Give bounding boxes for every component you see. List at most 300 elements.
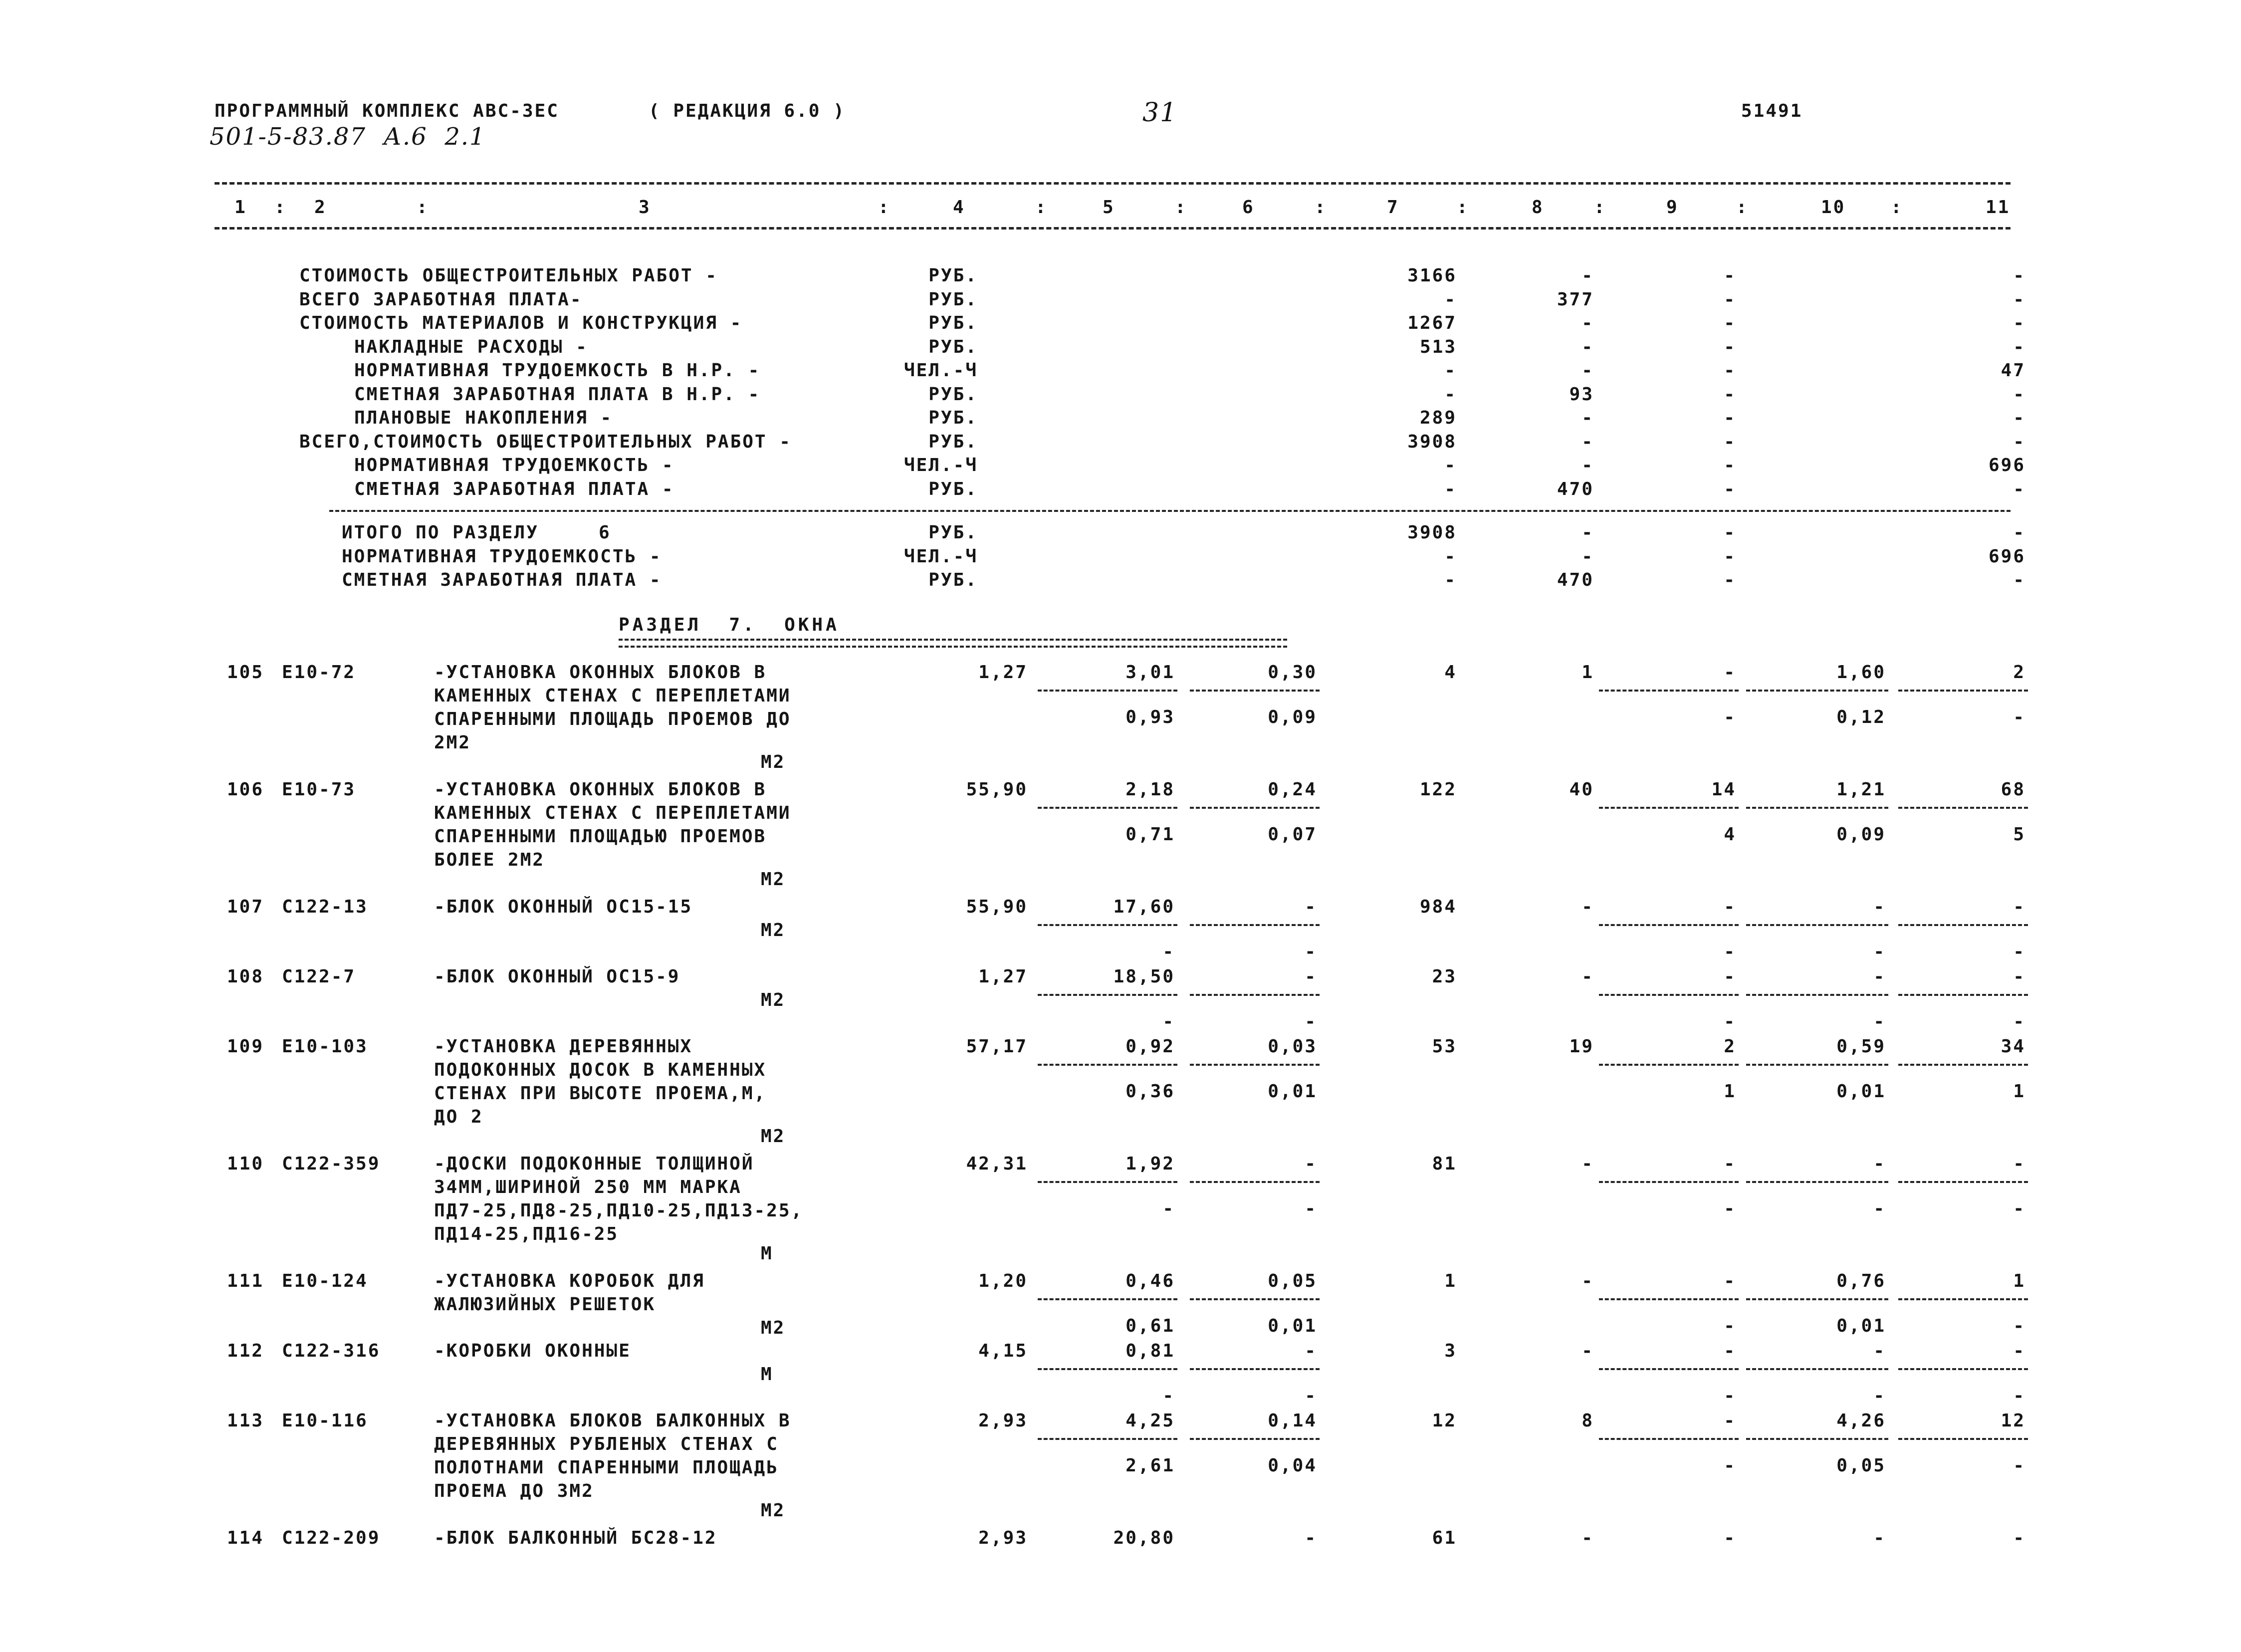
- item-rule-col10: [1746, 1298, 1888, 1300]
- item-col9: -: [1724, 1154, 1736, 1174]
- item-col10: 0,59: [1836, 1036, 1886, 1057]
- summary-unit: РУБ.: [928, 408, 978, 428]
- item-col11: 2: [2013, 662, 2025, 683]
- item-rule-col5: [1038, 924, 1177, 926]
- summary-unit: РУБ.: [928, 431, 978, 452]
- item-description-line: СТЕНАХ ПРИ ВЫСОТЕ ПРОЕМА,М,: [434, 1083, 767, 1104]
- item-rule-col9: [1599, 994, 1739, 996]
- total-unit: РУБ.: [928, 570, 978, 590]
- summary-col9: -: [1724, 360, 1736, 381]
- item-col5: 0,81: [1125, 1341, 1175, 1361]
- total-unit: ЧЕЛ.-Ч: [903, 546, 978, 567]
- item-rule-col6: [1190, 690, 1320, 692]
- item-col6: 0,14: [1268, 1411, 1317, 1431]
- item-description-line: КАМЕННЫХ СТЕНАХ С ПЕРЕПЛЕТАМИ: [434, 686, 791, 706]
- item-col6: 0,03: [1268, 1036, 1317, 1057]
- item-col10-sub: -: [1873, 1198, 1886, 1219]
- section-underline: [619, 639, 1287, 648]
- column-separator: :: [1594, 197, 1606, 218]
- item-col8: 8: [1581, 1411, 1594, 1431]
- item-col6: 0,30: [1268, 662, 1317, 683]
- summary-col9: -: [1724, 289, 1736, 310]
- item-quantity: 4,15: [978, 1341, 1028, 1361]
- item-col5-sub: -: [1162, 1386, 1175, 1406]
- item-quantity: 2,93: [978, 1528, 1028, 1548]
- item-rule-col11: [1898, 1298, 2028, 1300]
- item-description-line: -БЛОК ОКОННЫЙ ОС15-9: [434, 966, 680, 987]
- item-rule-col11: [1898, 1064, 2028, 1066]
- item-col5-sub: 0,36: [1125, 1081, 1175, 1102]
- item-col10-sub: -: [1873, 942, 1886, 962]
- item-number: 105: [227, 662, 264, 683]
- item-col10: -: [1873, 897, 1886, 917]
- item-rule-col11: [1898, 924, 2028, 926]
- item-col8: 40: [1569, 779, 1594, 800]
- total-col7: -: [1444, 546, 1457, 567]
- column-header-7: 7: [1387, 197, 1399, 218]
- column-header-11: 11: [1986, 197, 2011, 218]
- item-code: Е10-73: [282, 779, 356, 800]
- item-description-line: ДО 2: [434, 1107, 483, 1127]
- total-unit: РУБ.: [928, 522, 978, 543]
- item-quantity: 1,27: [978, 662, 1028, 683]
- item-col10: -: [1873, 1528, 1886, 1548]
- item-col7: 1: [1444, 1271, 1457, 1291]
- summary-unit: РУБ.: [928, 313, 978, 333]
- item-description-line: -БЛОК БАЛКОННЫЙ БС28-12: [434, 1528, 717, 1548]
- summary-label: НОРМАТИВНАЯ ТРУДОЕМКОСТЬ -: [354, 455, 674, 475]
- summary-col9: -: [1724, 478, 1736, 499]
- column-separator: :: [1315, 197, 1327, 218]
- item-description-line: ПОДОКОННЫХ ДОСОК В КАМЕННЫХ: [434, 1060, 767, 1080]
- summary-label: СМЕТНАЯ ЗАРАБОТНАЯ ПЛАТА В Н.Р. -: [354, 384, 761, 405]
- summary-col9: -: [1724, 408, 1736, 428]
- item-col6: -: [1305, 1154, 1317, 1174]
- total-col11: 696: [1988, 546, 2025, 567]
- summary-col8: -: [1581, 431, 1594, 452]
- summary-col11: -: [2013, 408, 2025, 428]
- item-col6-sub: -: [1305, 1386, 1317, 1406]
- item-col10-sub: 0,05: [1836, 1455, 1886, 1476]
- item-col11-sub: -: [2013, 1455, 2025, 1476]
- item-col5-sub: -: [1162, 1011, 1175, 1032]
- item-col5: 0,46: [1125, 1271, 1175, 1291]
- column-separator: :: [1175, 197, 1187, 218]
- item-description-line: ЖАЛЮЗИЙНЫХ РЕШЕТОК: [434, 1294, 656, 1315]
- item-code: С122-209: [282, 1528, 381, 1548]
- summary-col9: -: [1724, 336, 1736, 357]
- item-rule-col6: [1190, 924, 1320, 926]
- item-quantity: 1,27: [978, 966, 1028, 987]
- item-col9: 2: [1724, 1036, 1736, 1057]
- item-col9: -: [1724, 1411, 1736, 1431]
- item-description-line: -УСТАНОВКА ОКОННЫХ БЛОКОВ В: [434, 662, 767, 683]
- summary-col8: -: [1581, 265, 1594, 286]
- program-edition: ( РЕДАКЦИЯ 6.0 ): [649, 101, 846, 121]
- item-col9: -: [1724, 897, 1736, 917]
- item-col6-sub: -: [1305, 1011, 1317, 1032]
- item-number: 106: [227, 779, 264, 800]
- item-quantity: 55,90: [966, 779, 1028, 800]
- item-col10-sub: -: [1873, 1011, 1886, 1032]
- item-col11-sub: -: [2013, 1386, 2025, 1406]
- summary-col7: 289: [1419, 408, 1457, 428]
- item-number: 114: [227, 1528, 264, 1548]
- total-label: ИТОГО ПО РАЗДЕЛУ: [342, 522, 539, 543]
- item-col11: 34: [2001, 1036, 2025, 1057]
- item-rule-col11: [1898, 1438, 2028, 1440]
- item-rule-col10: [1746, 994, 1888, 996]
- summary-col9: -: [1724, 384, 1736, 405]
- item-number: 113: [227, 1411, 264, 1431]
- item-rule-col9: [1599, 1438, 1739, 1440]
- item-rule-col10: [1746, 1368, 1888, 1370]
- item-rule-col10: [1746, 924, 1888, 926]
- item-rule-col5: [1038, 1438, 1177, 1440]
- item-col7: 23: [1432, 966, 1457, 987]
- item-unit: М2: [761, 920, 786, 941]
- summary-col11: 47: [2001, 360, 2025, 381]
- item-rule-col5: [1038, 807, 1177, 809]
- item-quantity: 1,20: [978, 1271, 1028, 1291]
- column-header-10: 10: [1821, 197, 1846, 218]
- item-col11-sub: -: [2013, 1011, 2025, 1032]
- item-col5: 2,18: [1125, 779, 1175, 800]
- item-col10: 1,21: [1836, 779, 1886, 800]
- item-rule-col5: [1038, 1064, 1177, 1066]
- page-number: 31: [1142, 98, 1178, 128]
- item-number: 110: [227, 1154, 264, 1174]
- item-col9-sub: -: [1724, 1198, 1736, 1219]
- column-header-9: 9: [1666, 197, 1679, 218]
- item-rule-col9: [1599, 690, 1739, 692]
- item-unit: М2: [761, 1500, 786, 1521]
- total-col11: -: [2013, 570, 2025, 590]
- summary-col8: -: [1581, 408, 1594, 428]
- item-rule-col10: [1746, 1181, 1888, 1183]
- item-description-line: ПРОЕМА ДО 3М2: [434, 1481, 594, 1501]
- summary-col7: -: [1444, 478, 1457, 499]
- item-description-line: -УСТАНОВКА БЛОКОВ БАЛКОННЫХ В: [434, 1411, 791, 1431]
- item-col11-sub: 1: [2013, 1081, 2025, 1102]
- item-col5-sub: -: [1162, 942, 1175, 962]
- summary-col7: -: [1444, 384, 1457, 405]
- summary-col7: -: [1444, 289, 1457, 310]
- summary-label: ВСЕГО,СТОИМОСТЬ ОБЩЕСТРОИТЕЛЬНЫХ РАБОТ -: [299, 431, 792, 452]
- item-description-line: 34ММ,ШИРИНОЙ 250 ММ МАРКА: [434, 1177, 742, 1197]
- item-col6-sub: 0,04: [1268, 1455, 1317, 1476]
- total-col8: -: [1581, 546, 1594, 567]
- summary-label: СМЕТНАЯ ЗАРАБОТНАЯ ПЛАТА -: [354, 478, 674, 499]
- item-col7: 12: [1432, 1411, 1457, 1431]
- summary-col9: -: [1724, 265, 1736, 286]
- item-col5-sub: -: [1162, 1198, 1175, 1219]
- item-rule-col5: [1038, 1181, 1177, 1183]
- item-number: 109: [227, 1036, 264, 1057]
- item-unit: М2: [761, 1126, 786, 1147]
- item-code: С122-316: [282, 1341, 381, 1361]
- item-col11: -: [2013, 1341, 2025, 1361]
- column-header-4: 4: [953, 197, 965, 218]
- summary-col8: 93: [1569, 384, 1594, 405]
- item-col11-sub: 5: [2013, 824, 2025, 845]
- item-col8: 1: [1581, 662, 1594, 683]
- item-col8: -: [1581, 1271, 1594, 1291]
- item-col7: 61: [1432, 1528, 1457, 1548]
- total-col9: -: [1724, 570, 1736, 590]
- column-header-8: 8: [1532, 197, 1544, 218]
- item-rule-col6: [1190, 1438, 1320, 1440]
- item-unit: М2: [761, 752, 786, 772]
- item-rule-col6: [1190, 1298, 1320, 1300]
- summary-col8: 470: [1557, 478, 1594, 499]
- item-rule-col10: [1746, 690, 1888, 692]
- item-col8: -: [1581, 1528, 1594, 1548]
- summary-col8: 377: [1557, 289, 1594, 310]
- item-col10: 1,60: [1836, 662, 1886, 683]
- item-col9-sub: -: [1724, 1386, 1736, 1406]
- item-rule-col11: [1898, 994, 2028, 996]
- item-unit: М: [761, 1243, 773, 1264]
- summary-col11: -: [2013, 336, 2025, 357]
- item-col8: -: [1581, 1341, 1594, 1361]
- column-separator: :: [878, 197, 891, 218]
- item-rule-col9: [1599, 1298, 1739, 1300]
- summary-col8: -: [1581, 336, 1594, 357]
- item-col6-sub: -: [1305, 942, 1317, 962]
- item-description-line: СПАРЕННЫМИ ПЛОЩАДЬЮ ПРОЕМОВ: [434, 826, 767, 847]
- item-col7: 81: [1432, 1154, 1457, 1174]
- item-description-line: КАМЕННЫХ СТЕНАХ С ПЕРЕПЛЕТАМИ: [434, 803, 791, 823]
- summary-col7: 3908: [1407, 431, 1457, 452]
- item-rule-col5: [1038, 1368, 1177, 1370]
- program-title: ПРОГРАММНЫЙ КОМПЛЕКС АВС-3ЕС: [215, 101, 559, 121]
- item-col9: 14: [1711, 779, 1736, 800]
- item-quantity: 2,93: [978, 1411, 1028, 1431]
- total-label: НОРМАТИВНАЯ ТРУДОЕМКОСТЬ -: [342, 546, 662, 567]
- summary-col9: -: [1724, 313, 1736, 333]
- section-title: РАЗДЕЛ 7. ОКНА: [619, 615, 840, 635]
- header-bottom-rule: [215, 227, 2011, 230]
- item-col11-sub: -: [2013, 1316, 2025, 1336]
- item-col5-sub: 0,71: [1125, 824, 1175, 845]
- item-col9-sub: -: [1724, 707, 1736, 727]
- item-code: С122-7: [282, 966, 356, 987]
- summary-label: ВСЕГО ЗАРАБОТНАЯ ПЛАТА-: [299, 289, 583, 310]
- item-col7: 4: [1444, 662, 1457, 683]
- item-col9: -: [1724, 1271, 1736, 1291]
- item-col9: -: [1724, 662, 1736, 683]
- item-col5: 3,01: [1125, 662, 1175, 683]
- item-rule-col9: [1599, 1181, 1739, 1183]
- column-separator: :: [274, 197, 287, 218]
- item-code: Е10-72: [282, 662, 356, 683]
- item-col11-sub: -: [2013, 942, 2025, 962]
- item-rule-col6: [1190, 1368, 1320, 1370]
- doc-number: 51491: [1741, 101, 1803, 121]
- summary-col11: -: [2013, 478, 2025, 499]
- column-header-3: 3: [639, 197, 651, 218]
- item-col5: 0,92: [1125, 1036, 1175, 1057]
- item-col5: 18,50: [1113, 966, 1175, 987]
- item-col11-sub: -: [2013, 1198, 2025, 1219]
- item-description-line: -ДОСКИ ПОДОКОННЫЕ ТОЛЩИНОЙ: [434, 1154, 754, 1174]
- column-separator: :: [1457, 197, 1469, 218]
- item-col11: 12: [2001, 1411, 2025, 1431]
- item-unit: М2: [761, 990, 786, 1010]
- column-header-2: 2: [314, 197, 327, 218]
- item-col10-sub: -: [1873, 1386, 1886, 1406]
- item-code: С122-359: [282, 1154, 381, 1174]
- total-col7: 3908: [1407, 522, 1457, 543]
- item-col7: 53: [1432, 1036, 1457, 1057]
- total-col7: -: [1444, 570, 1457, 590]
- item-col6-sub: -: [1305, 1198, 1317, 1219]
- summary-label: СТОИМОСТЬ ОБЩЕСТРОИТЕЛЬНЫХ РАБОТ -: [299, 265, 718, 286]
- summary-unit: ЧЕЛ.-Ч: [903, 455, 978, 475]
- column-separator: :: [417, 197, 429, 218]
- item-col10-sub: 0,09: [1836, 824, 1886, 845]
- item-col9-sub: 4: [1724, 824, 1736, 845]
- item-col11: -: [2013, 966, 2025, 987]
- item-rule-col6: [1190, 1181, 1320, 1183]
- item-col7: 984: [1419, 897, 1457, 917]
- item-col6: 0,05: [1268, 1271, 1317, 1291]
- item-description-line: 2М2: [434, 732, 471, 753]
- item-description-line: ПД7-25,ПД8-25,ПД10-25,ПД13-25,: [434, 1200, 804, 1221]
- summary-label: СТОИМОСТЬ МАТЕРИАЛОВ И КОНСТРУКЦИЯ -: [299, 313, 743, 333]
- item-rule-col6: [1190, 1064, 1320, 1066]
- item-col10: -: [1873, 966, 1886, 987]
- item-col6-sub: 0,01: [1268, 1081, 1317, 1102]
- summary-col8: -: [1581, 455, 1594, 475]
- summary-col7: -: [1444, 360, 1457, 381]
- item-rule-col11: [1898, 1368, 2028, 1370]
- item-col5-sub: 2,61: [1125, 1455, 1175, 1476]
- item-col9: -: [1724, 1528, 1736, 1548]
- item-col6: -: [1305, 1341, 1317, 1361]
- item-col5: 4,25: [1125, 1411, 1175, 1431]
- item-description-line: -КОРОБКИ ОКОННЫЕ: [434, 1341, 631, 1361]
- item-col11-sub: -: [2013, 707, 2025, 727]
- summary-unit: РУБ.: [928, 478, 978, 499]
- summary-col8: -: [1581, 360, 1594, 381]
- item-quantity: 55,90: [966, 897, 1028, 917]
- item-rule-col6: [1190, 994, 1320, 996]
- total-col8: 470: [1557, 570, 1594, 590]
- item-unit: М2: [761, 869, 786, 890]
- item-col10-sub: 0,01: [1836, 1081, 1886, 1102]
- total-col11: -: [2013, 522, 2025, 543]
- item-code: С122-13: [282, 897, 368, 917]
- item-col8: -: [1581, 897, 1594, 917]
- item-unit: М: [761, 1364, 773, 1385]
- item-description-line: -УСТАНОВКА ДЕРЕВЯННЫХ: [434, 1036, 693, 1057]
- item-description-line: ДЕРЕВЯННЫХ РУБЛЕНЫХ СТЕНАХ С: [434, 1434, 779, 1454]
- item-rule-col5: [1038, 1298, 1177, 1300]
- item-rule-col10: [1746, 1064, 1888, 1066]
- item-col11: -: [2013, 897, 2025, 917]
- column-separator: :: [1035, 197, 1048, 218]
- item-rule-col5: [1038, 994, 1177, 996]
- item-col10: -: [1873, 1341, 1886, 1361]
- item-col6: 0,24: [1268, 779, 1317, 800]
- column-separator: :: [1891, 197, 1903, 218]
- summary-unit: ЧЕЛ.-Ч: [903, 360, 978, 381]
- item-code: Е10-124: [282, 1271, 368, 1291]
- item-quantity: 57,17: [966, 1036, 1028, 1057]
- item-col7: 122: [1419, 779, 1457, 800]
- item-col5: 20,80: [1113, 1528, 1175, 1548]
- total-section-number: 6: [599, 522, 611, 543]
- item-col6: -: [1305, 966, 1317, 987]
- column-separator: :: [1736, 197, 1749, 218]
- item-number: 112: [227, 1341, 264, 1361]
- item-rule-col11: [1898, 690, 2028, 692]
- summary-col11: -: [2013, 289, 2025, 310]
- summary-col9: -: [1724, 431, 1736, 452]
- item-code: Е10-103: [282, 1036, 368, 1057]
- item-description-line: СПАРЕННЫМИ ПЛОЩАДЬ ПРОЕМОВ ДО: [434, 709, 791, 729]
- item-col6-sub: 0,01: [1268, 1316, 1317, 1336]
- item-col9-sub: -: [1724, 1455, 1736, 1476]
- summary-col7: 3166: [1407, 265, 1457, 286]
- item-rule-col9: [1599, 1064, 1739, 1066]
- item-number: 108: [227, 966, 264, 987]
- total-col9: -: [1724, 522, 1736, 543]
- item-col6-sub: 0,07: [1268, 824, 1317, 845]
- item-description-line: БОЛЕЕ 2М2: [434, 850, 545, 870]
- item-description-line: -УСТАНОВКА ОКОННЫХ БЛОКОВ В: [434, 779, 767, 800]
- item-col10-sub: 0,01: [1836, 1316, 1886, 1336]
- item-col11: -: [2013, 1154, 2025, 1174]
- item-col11: 1: [2013, 1271, 2025, 1291]
- item-description-line: -УСТАНОВКА КОРОБОК ДЛЯ: [434, 1271, 705, 1291]
- item-rule-col6: [1190, 807, 1320, 809]
- total-col9: -: [1724, 546, 1736, 567]
- summary-col11: -: [2013, 265, 2025, 286]
- summary-unit: РУБ.: [928, 336, 978, 357]
- summary-col7: -: [1444, 455, 1457, 475]
- summary-unit: РУБ.: [928, 384, 978, 405]
- item-col8: -: [1581, 966, 1594, 987]
- item-col9-sub: 1: [1724, 1081, 1736, 1102]
- item-number: 107: [227, 897, 264, 917]
- item-col11: 68: [2001, 779, 2025, 800]
- summary-col8: -: [1581, 313, 1594, 333]
- item-rule-col9: [1599, 1368, 1739, 1370]
- item-rule-col10: [1746, 807, 1888, 809]
- column-header-5: 5: [1103, 197, 1115, 218]
- summary-unit: РУБ.: [928, 265, 978, 286]
- summary-col7: 1267: [1407, 313, 1457, 333]
- summary-col7: 513: [1419, 336, 1457, 357]
- summary-col9: -: [1724, 455, 1736, 475]
- item-col5-sub: 0,93: [1125, 707, 1175, 727]
- item-rule-col10: [1746, 1438, 1888, 1440]
- summary-label: ПЛАНОВЫЕ НАКОПЛЕНИЯ -: [354, 408, 613, 428]
- item-rule-col9: [1599, 924, 1739, 926]
- column-header-6: 6: [1242, 197, 1255, 218]
- item-col5: 1,92: [1125, 1154, 1175, 1174]
- item-col10: -: [1873, 1154, 1886, 1174]
- item-quantity: 42,31: [966, 1154, 1028, 1174]
- item-col10: 4,26: [1836, 1411, 1886, 1431]
- handwritten-reference: 501-5-83.87 А.6 2.1: [210, 123, 486, 151]
- summary-col11: -: [2013, 431, 2025, 452]
- summary-col11: 696: [1988, 455, 2025, 475]
- item-col10: 0,76: [1836, 1271, 1886, 1291]
